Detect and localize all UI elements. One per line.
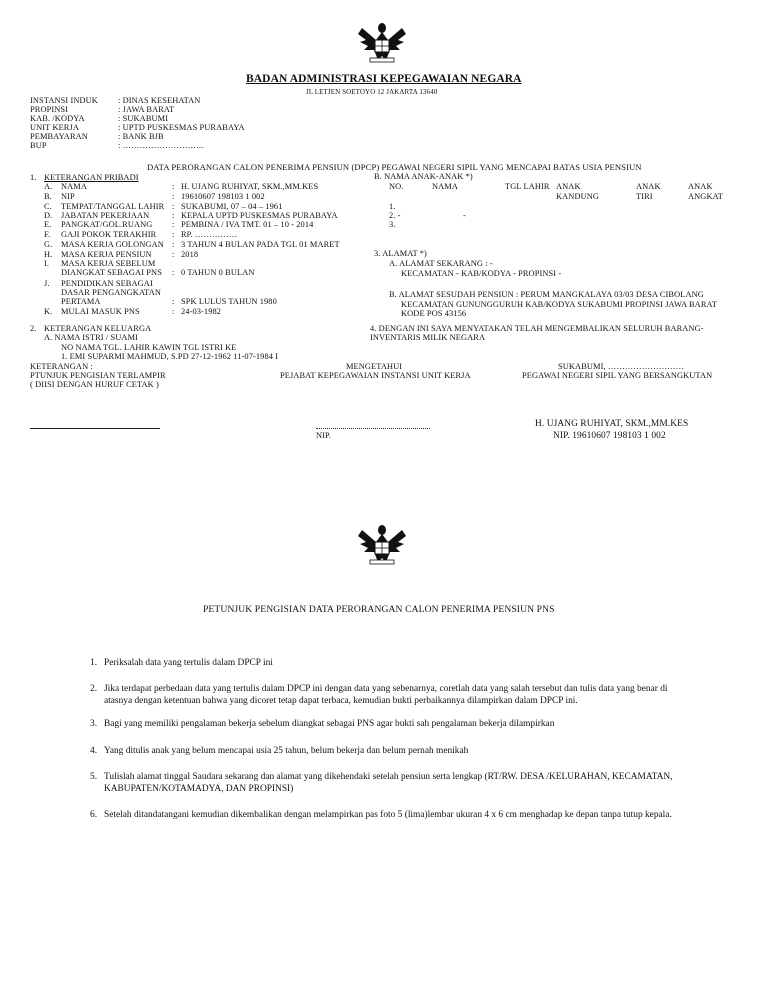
agency-title: BADAN ADMINISTRASI KEPEGAWAIAN NEGARA [246, 73, 522, 85]
row-label: MASA KERJA SEBELUM [61, 259, 156, 268]
family-number: 2. [30, 324, 37, 333]
form-title: DATA PERORANGAN CALON PENERIMA PENSIUN (DPCP) PEGAWAI NEGERI SIPIL YANG MENCAPAI BATAS USIA PENSIUN [147, 162, 642, 172]
instruction-item [90, 657, 680, 669]
row-label: DIANGKAT SEBAGAI PNS [61, 268, 162, 277]
row-value: PEMBINA / IVA TMT. 01 – 10 - 2014 [181, 220, 314, 229]
instansi-value: : UPTD PUSKESMAS PURABAYA [118, 123, 245, 132]
instansi-value: : ……………………….. [118, 141, 204, 150]
instructions-title: PETUNJUK PENGISIAN DATA PERORANGAN CALON PENERIMA PENSIUN PNS [203, 604, 555, 615]
row-letter: G. [44, 240, 53, 249]
mengetahui-label: MENGETAHUI [346, 362, 403, 371]
row-label: MULAI MASUK PNS [61, 307, 140, 316]
children-col-angkat: ANAK [688, 182, 713, 191]
instansi-label: KAB. /KODYA [30, 114, 85, 123]
instruction-number: 5. [90, 772, 98, 782]
instruction-number: 6. [90, 810, 98, 820]
instruction-item [90, 809, 680, 821]
children-row: - [463, 211, 466, 220]
keterangan-label: KETERANGAN : [30, 362, 93, 371]
row-letter: C. [44, 202, 52, 211]
spouse-columns: NO NAMA TGL. LAHIR KAWIN TGL ISTRI KE [61, 343, 237, 352]
row-letter: J. [44, 279, 50, 288]
instansi-label: PROPINSI [30, 105, 69, 114]
children-col-kandung: KANDUNG [556, 192, 600, 201]
instruction-text: Bagi yang memiliki pengalaman bekerja sebelum diangkat sebagai PNS agar bukti sah pengalaman bekerja dilampirkan [104, 719, 555, 729]
row-letter: B. [44, 192, 52, 201]
agency-address: JL LETJEN SOETOYO 12 JAKARTA 13640 [306, 88, 438, 96]
instruction-number: 2. [90, 684, 98, 694]
row-letter: D. [44, 211, 53, 220]
row-colon: : [172, 268, 175, 277]
nip-label: NIP. [316, 431, 332, 440]
row-value: KEPALA UPTD PUSKESMAS PURABAYA [181, 211, 338, 220]
garuda-emblem-icon [356, 20, 408, 64]
instruction-item [90, 771, 680, 795]
row-value: SUKABUMI, 07 – 04 – 1961 [181, 202, 283, 211]
spouse-heading: A. NAMA ISTRI / SUAMI [44, 333, 138, 342]
row-letter: A. [44, 182, 53, 191]
row-value: SPK LULUS TAHUN 1980 [181, 297, 277, 306]
row-value: 24-03-1982 [181, 307, 222, 316]
inventory-statement-cont: INVENTARIS MILIK NEGARA [370, 333, 486, 342]
children-col-angkat: ANGKAT [688, 192, 724, 201]
address-current: A. ALAMAT SEKARANG : - [389, 259, 493, 268]
signature-line-left [30, 428, 160, 429]
row-label: NAMA [61, 182, 87, 191]
children-row: 3. [389, 220, 396, 229]
row-colon: : [172, 220, 175, 229]
row-label: MASA KERJA GOLONGAN [61, 240, 164, 249]
row-label: MASA KERJA PENSIUN [61, 250, 152, 259]
instruction-text: Setelah ditandatangani kemudian dikembalikan dengan melampirkan pas foto 5 (lima)lembar ukuran 4 x 6 cm menghadap ke depan tanpa tutup kepala. [104, 810, 672, 820]
children-row: 2. - [389, 211, 401, 220]
instansi-value: : JAWA BARAT [118, 105, 175, 114]
row-label: PENDIDIKAN SEBAGAI [61, 279, 153, 288]
address-current-detail: KECAMATAN - KAB/KODYA - PROPINSI - [401, 269, 562, 278]
children-col-no: NO. [389, 182, 404, 191]
diisi-label: ( DIISI DENGAN HURUF CETAK ) [30, 380, 159, 389]
row-letter: K. [44, 307, 53, 316]
instruction-number: 3. [90, 719, 98, 729]
row-value: 2018 [181, 250, 199, 259]
spouse-row: 1. EMI SUPARMI MAHMUD, S.PD 27-12-1962 11-07-1984 I [61, 352, 279, 361]
instruction-text: Tulislah alamat tinggal Saudara sekarang dan alamat yang dikehendaki setelah pensiun serta lengkap (RT/RW. DESA /KELURAHAN, KECAMATAN, KABUPATEN/KOTAMADYA, DAN PROPINSI) [104, 772, 673, 794]
children-col-tiri: TIRI [636, 192, 653, 201]
children-heading: B. NAMA ANAK-ANAK *) [374, 172, 473, 181]
row-colon: : [172, 182, 175, 191]
row-colon: : [172, 230, 175, 239]
section1-heading: KETERANGAN PRIBADI [44, 173, 139, 182]
row-label: JABATAN PEKERJAAN [61, 211, 150, 220]
address-after-detail: KECAMATAN GUNUNGGURUH KAB/KODYA SUKABUMI PROPINSI JAWA BARAT [401, 300, 717, 309]
row-label: PERTAMA [61, 297, 101, 306]
signer-name: H. UJANG RUHIYAT, SKM.,MM.KES [535, 419, 689, 429]
row-letter: E. [44, 220, 52, 229]
instruction-item [90, 745, 680, 757]
row-colon: : [172, 192, 175, 201]
pns-label: PEGAWAI NEGERI SIPIL YANG BERSANGKUTAN [522, 371, 713, 380]
children-col-tiri: ANAK [636, 182, 661, 191]
row-label: DASAR PENGANGKATAN [61, 288, 162, 297]
row-letter: I. [44, 259, 50, 268]
instansi-value: : BANK BJB [118, 132, 164, 141]
pejabat-label: PEJABAT KEPEGAWAIAN INSTANSI UNIT KERJA [280, 371, 471, 380]
instruction-item [90, 718, 680, 730]
family-heading: KETERANGAN KELUARGA [44, 324, 152, 333]
row-colon: : [172, 297, 175, 306]
row-colon: : [172, 202, 175, 211]
instruction-number: 4. [90, 746, 98, 756]
children-row: 1. [389, 202, 396, 211]
instruction-number: 1. [90, 658, 98, 668]
children-col-tgl: TGL LAHIR [505, 182, 550, 191]
inventory-statement: 4. DENGAN INI SAYA MENYATAKAN TELAH MENGEMBALIKAN SELURUH BARANG- [370, 324, 704, 333]
instansi-label: UNIT KERJA [30, 123, 80, 132]
instruction-text: Jika terdapat perbedaan data yang tertulis dalam DPCP ini dengan data yang sebenarnya, coretlah data yang salah tersebut dan tulis data yang benar di atasnya dengan ketentuan bahwa yang dicoret tetap dapat terbaca, kemudian bukti perbaikannya dilampirkan dalam DPCP ini. [104, 684, 668, 706]
row-label: GAJI POKOK TERAKHIR [61, 230, 157, 239]
row-colon: : [172, 211, 175, 220]
address-after-pension: B. ALAMAT SESUDAH PENSIUN : PERUM MANGKALAYA 03/03 DESA CIBOLANG [389, 290, 704, 299]
instansi-label: BUP [30, 141, 47, 150]
row-letter: F. [44, 230, 51, 239]
instruction-item [90, 683, 680, 707]
children-col-nama: NAMA [432, 182, 458, 191]
instruction-text: Periksalah data yang tertulis dalam DPCP ini [104, 658, 273, 668]
row-colon: : [172, 240, 175, 249]
section1-number: 1. [30, 173, 37, 182]
children-col-kandung: ANAK [556, 182, 581, 191]
row-value: H. UJANG RUHIYAT, SKM.,MM.KES [181, 182, 319, 191]
instansi-label: INSTANSI INDUK [30, 96, 98, 105]
instansi-label: PEMBAYARAN [30, 132, 88, 141]
address-heading: 3. ALAMAT *) [374, 249, 427, 258]
address-postcode: KODE POS 43156 [401, 309, 467, 318]
place-date: SUKABUMI, ……………………… [558, 362, 685, 371]
row-colon: : [172, 250, 175, 259]
row-value: 19610607 198103 1 002 [181, 192, 265, 201]
row-value: 0 TAHUN 0 BULAN [181, 268, 255, 277]
row-value: 3 TAHUN 4 BULAN PADA TGL 01 MARET [181, 240, 340, 249]
instansi-value: : DINAS KESEHATAN [118, 96, 201, 105]
row-label: PANGKAT/GOL.RUANG [61, 220, 153, 229]
instansi-value: : SUKABUMI [118, 114, 169, 123]
instruction-text: Yang ditulis anak yang belum mencapai usia 25 tahun, belum bekerja dan belum pernah menikah [104, 746, 469, 756]
garuda-emblem-icon [356, 522, 408, 566]
signer-nip: NIP. 19610607 198103 1 002 [553, 431, 666, 441]
row-label: TEMPAT/TANGGAL LAHIR [61, 202, 165, 211]
row-letter: H. [44, 250, 53, 259]
petunjuk-label: PTUNJUK PENGISIAN TERLAMPIR [30, 371, 166, 380]
signature-line-middle [316, 428, 430, 429]
row-label: NIP [61, 192, 75, 201]
row-value: RP. …………… [181, 230, 238, 239]
row-colon: : [172, 307, 175, 316]
